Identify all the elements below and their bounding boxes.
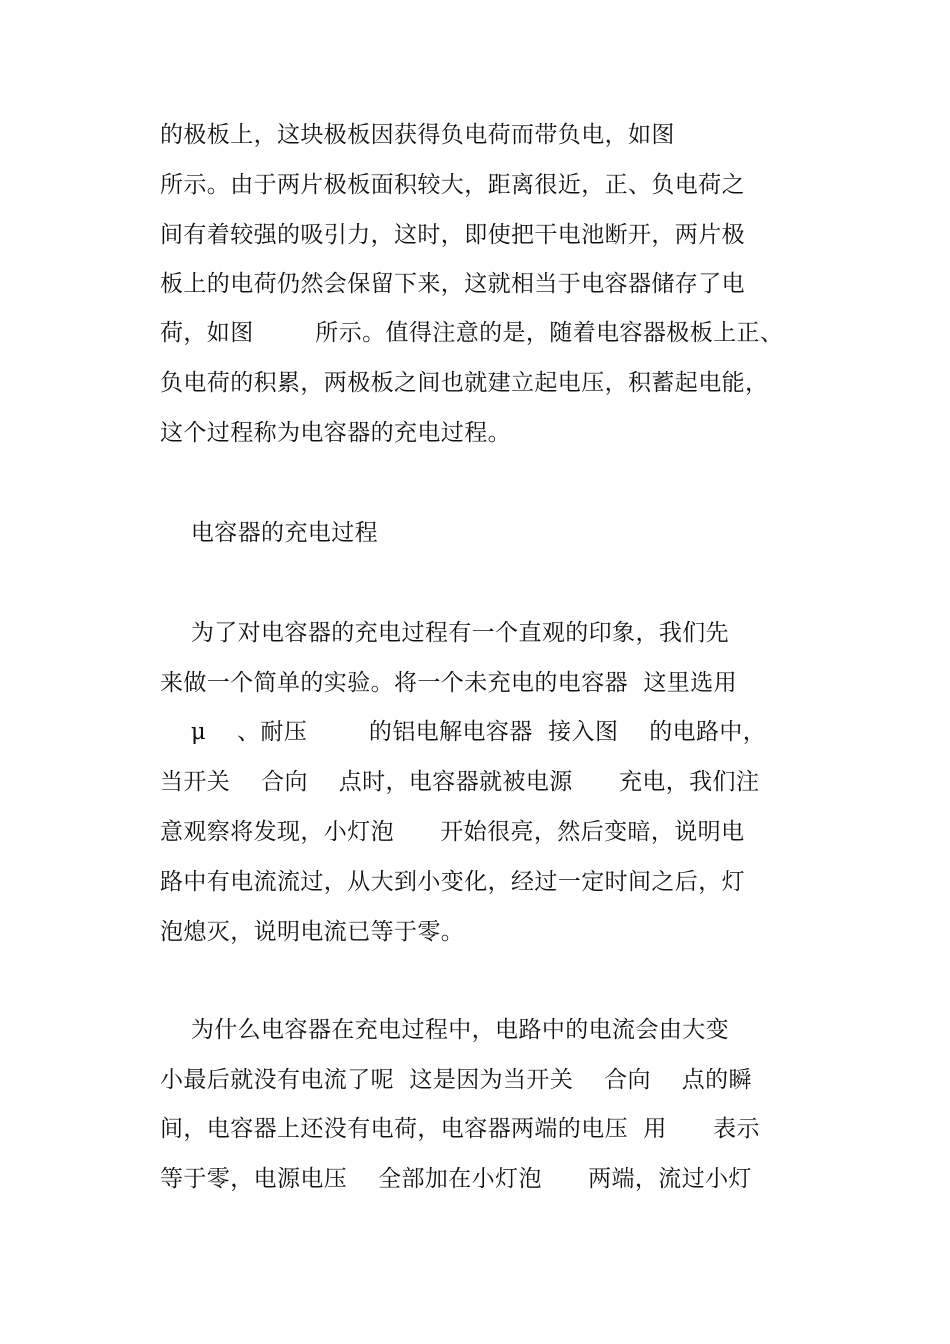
text-line: 间，电容器上还没有电荷，电容器两端的电压 用 表示	[160, 1116, 760, 1142]
text-line: 的极板上，这块极板因获得负电荷而带负电，如图	[160, 122, 675, 148]
text-line: 等于零，电源电压 全部加在小灯泡 两端，流过小灯	[160, 1166, 752, 1192]
text-line: μ 、耐压 的铝电解电容器 接入图 的电路中，	[160, 719, 767, 745]
text-line: 当开关 合向 点时，电容器就被电源 充电，我们注	[160, 769, 760, 795]
text-line: 间有着较强的吸引力，这时，即使把干电池断开，两片极	[160, 222, 745, 248]
text-line: 这个过程称为电容器的充电过程。	[160, 420, 511, 446]
text-line: 路中有电流流过，从大到小变化，经过一定时间之后，灯	[160, 869, 745, 895]
text-line: 荷，如图 所示。值得注意的是，随着电容器极板上正、	[160, 320, 784, 346]
text-line: 来做一个简单的实验。将一个未充电的电容器 这里选用	[160, 670, 738, 696]
text-line: 泡熄灭，说明电流已等于零。	[160, 919, 465, 945]
text-line: 为什么电容器在充电过程中，电路中的电流会由大变	[160, 1017, 730, 1043]
text-line: 为了对电容器的充电过程有一个直观的印象，我们先	[160, 620, 730, 646]
text-line: 意观察将发现，小灯泡 开始很亮，然后变暗，说明电	[160, 819, 745, 845]
text-line: 小最后就没有电流了呢 这是因为当开关 合向 点的瞬	[160, 1067, 752, 1093]
text-line: 板上的电荷仍然会保留下来，这就相当于电容器储存了电	[160, 271, 745, 297]
section-heading: 电容器的充电过程	[160, 520, 379, 546]
text-line: 所示。由于两片极板面积较大，距离很近，正、负电荷之	[160, 172, 745, 198]
text-line: 负电荷的积累，两极板之间也就建立起电压，积蓄起电能，	[160, 370, 769, 396]
